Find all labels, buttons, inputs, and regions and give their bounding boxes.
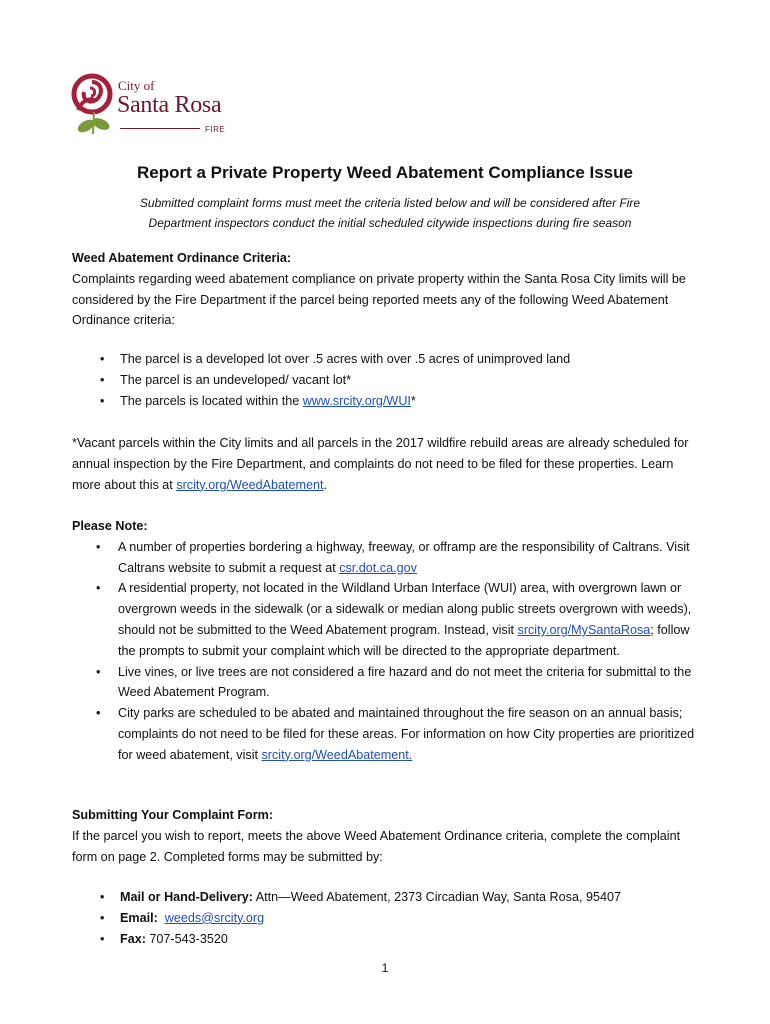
logo-city-of: City of (118, 78, 155, 93)
list-item (72, 662, 702, 704)
bullet-icon: • (96, 664, 101, 679)
list-item-text: Live vines, or live trees are not considered a fire hazard and do not meet the criteria for submittal to the Weed Abatement Program. (118, 664, 692, 700)
submitting-section (72, 805, 702, 867)
bullet-icon: • (100, 890, 105, 904)
list-item (72, 370, 702, 391)
list-item-text: The parcels is located within the (120, 393, 303, 408)
city-logo (68, 70, 258, 150)
list-item (72, 908, 702, 929)
list-item (72, 703, 702, 765)
criteria-list (72, 349, 702, 411)
subtitle-line-1: Submitted complaint forms must meet the criteria listed below and will be considered after Fire (139, 196, 641, 210)
vacant-note-suffix: . (323, 477, 328, 492)
criteria-list-section (72, 349, 702, 411)
bullet-icon: • (96, 706, 101, 721)
submission-methods (72, 887, 702, 949)
page-number: 1 (381, 961, 389, 975)
submission-list (72, 887, 702, 949)
submitting-heading: Submitting Your Complaint Form: (72, 808, 274, 822)
list-item-text: The parcel is a developed lot over .5 acres with over .5 acres of unimproved land (120, 352, 571, 366)
bullet-icon: • (100, 352, 105, 366)
list-item-text: The parcel is an undeveloped/ vacant lot* (120, 372, 352, 387)
criteria-section (72, 248, 702, 331)
email-label: Email: (120, 910, 158, 925)
vacant-note-text: *Vacant parcels within the City limits and all parcels in the 2017 wildfire rebuild areas are already scheduled for annual inspection by the Fire Department, and complaints do not need to be filed for these properties. Learn more about this at (72, 436, 689, 492)
my-santa-rosa-link[interactable]: srcity.org/MySantaRosa (517, 622, 651, 637)
list-item (72, 578, 702, 661)
logo-fire: FIRE (205, 125, 226, 134)
please-note-list (72, 537, 702, 766)
logo-santa-rosa: Santa Rosa (117, 92, 222, 118)
bullet-icon: • (100, 910, 105, 925)
mail-label: Mail or Hand-Delivery: (120, 890, 253, 904)
mail-value: Attn—Weed Abatement, 2373 Circadian Way, Santa Rosa, 95407 (252, 890, 621, 904)
fax-value: 707-543-3520 (145, 931, 228, 946)
caltrans-link[interactable]: csr.dot.ca.gov (339, 560, 417, 575)
bullet-icon: • (96, 539, 101, 554)
vacant-note (72, 433, 702, 495)
list-item (72, 929, 702, 950)
logo-divider (120, 128, 200, 129)
list-item (72, 537, 702, 579)
list-item-text: City parks are scheduled to be abated and maintained throughout the fire season on an annual basis; complaints do not need to be filed for these areas. For information on how City properties are prioritized for weed abatement, visit (118, 706, 695, 762)
page-subtitle (110, 193, 670, 233)
weed-abatement-link[interactable]: srcity.org/WeedAbatement (176, 477, 324, 492)
please-note-section (72, 516, 702, 766)
bullet-icon: • (100, 372, 105, 387)
criteria-intro: Complaints regarding weed abatement compliance on private property within the Santa Rosa City limits will be considered by the Fire Department if the parcel being reported meets any of the following Weed Abatement Ordinance criteria: (72, 271, 686, 328)
list-item-text: A residential property, not located in the Wildland Urban Interface (WUI) area, with overgrown lawn or overgrown weeds in the sidewalk (or a sidewalk or median along public streets overgrown with weeds), should not be submitted to the Weed Abatement program. Instead, visit (118, 581, 692, 637)
list-item-suffix: * (410, 393, 416, 408)
rose-icon (68, 70, 118, 150)
bullet-icon: • (100, 931, 105, 946)
email-link[interactable]: weeds@srcity.org (164, 910, 265, 925)
fax-label: Fax: (120, 931, 146, 946)
subtitle-line-2: Department inspectors conduct the initial scheduled citywide inspections during fire season (148, 216, 632, 230)
page-title: Report a Private Property Weed Abatement Compliance Issue (137, 163, 633, 182)
list-item (72, 391, 702, 412)
list-item (72, 887, 702, 908)
city-properties-link[interactable]: srcity.org/WeedAbatement. (261, 747, 413, 762)
wui-link[interactable]: www.srcity.org/WUI (302, 393, 411, 408)
list-item-suffix: ; follow the prompts to submit your complaint which will be directed to the appropriate department. (118, 622, 690, 658)
bullet-icon: • (100, 393, 105, 408)
bullet-icon: • (96, 581, 101, 596)
list-item (72, 349, 702, 370)
please-note-heading: Please Note: (72, 519, 148, 533)
list-item-text: A number of properties bordering a highway, freeway, or offramp are the responsibility of Caltrans. Visit Caltrans website to submit a request at (118, 539, 690, 575)
submitting-intro: If the parcel you wish to report, meets the above Weed Abatement Ordinance criteria, complete the complaint form on page 2. Completed forms may be submitted by: (72, 828, 681, 864)
criteria-heading: Weed Abatement Ordinance Criteria: (72, 251, 292, 265)
